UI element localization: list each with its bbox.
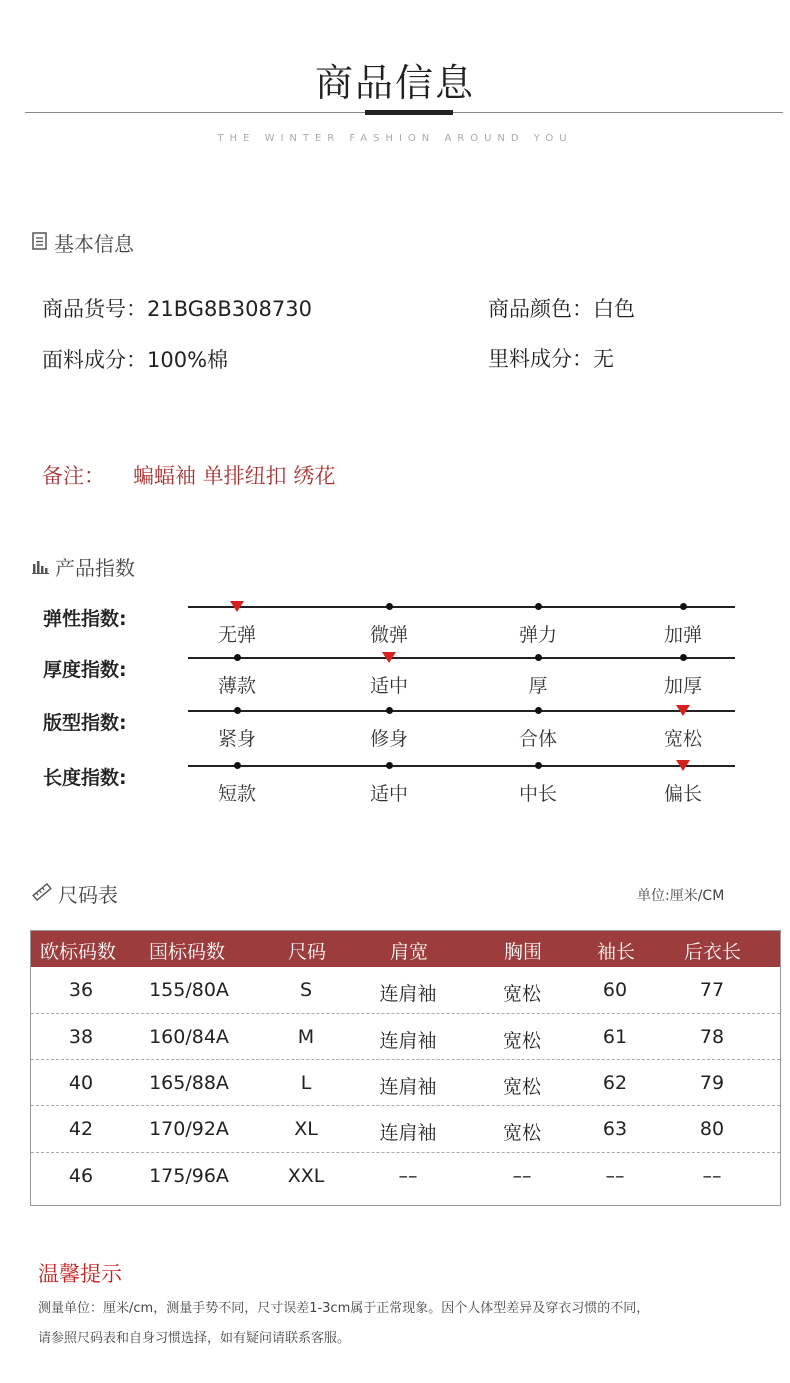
lining-label: 里料成分： [488, 347, 593, 371]
index-option: 修身 [369, 728, 408, 750]
index-option: 弹力 [518, 624, 557, 646]
table-cell: 77 [699, 979, 725, 1001]
size-chart-heading-text: 尺码表 [58, 883, 118, 907]
scale-dot [535, 654, 542, 661]
table-cell: 宽松 [502, 1076, 542, 1098]
table-cell: 宽松 [502, 983, 542, 1005]
basic-info-heading [32, 228, 134, 257]
table-cell: M [297, 1026, 315, 1048]
index-label: 厚度指数: [43, 659, 127, 681]
scale-dot [386, 762, 393, 769]
table-cell: 连肩袖 [379, 1076, 437, 1098]
table-cell: 78 [699, 1026, 725, 1048]
item-number-field [42, 293, 312, 323]
table-cell: –– [398, 1165, 418, 1187]
title-accent-bar [365, 110, 453, 115]
basic-info-heading-text: 基本信息 [54, 232, 134, 256]
lining-value: 无 [593, 347, 614, 371]
table-cell: 155/80A [149, 979, 229, 1001]
table-row [31, 967, 780, 1014]
scale-dot [234, 654, 241, 661]
color-field [488, 293, 635, 323]
table-cell: 宽松 [502, 1122, 542, 1144]
document-icon [32, 231, 48, 255]
index-option: 中长 [518, 783, 557, 805]
table-row [31, 1014, 780, 1060]
scale-dot [386, 603, 393, 610]
scale-dot [680, 654, 687, 661]
index-label: 长度指数: [43, 767, 127, 789]
index-label: 版型指数: [43, 712, 127, 734]
page-subtitle: THE WINTER FASHION AROUND YOU [217, 133, 573, 144]
index-scale-line [188, 765, 735, 767]
index-option: 加弹 [663, 624, 702, 646]
note-label: 备注： [42, 464, 105, 488]
column-header-sleeve: 袖长 [597, 941, 636, 963]
scale-dot [234, 762, 241, 769]
table-cell: S [299, 979, 313, 1001]
table-cell: 175/96A [149, 1165, 229, 1187]
table-cell: 46 [68, 1165, 94, 1187]
index-option: 微弹 [369, 624, 408, 646]
table-cell: 79 [699, 1072, 725, 1094]
table-row [31, 1153, 780, 1205]
ruler-icon [32, 882, 52, 906]
table-cell: 连肩袖 [379, 1030, 437, 1052]
index-scale-line [188, 657, 735, 659]
selected-marker-icon [676, 705, 690, 716]
table-cell: 62 [602, 1072, 628, 1094]
table-cell: 连肩袖 [379, 1122, 437, 1144]
table-row [31, 1060, 780, 1106]
size-unit-label: 单位:厘米/CM [637, 888, 725, 904]
table-cell: 80 [699, 1118, 725, 1140]
table-cell: XL [294, 1118, 318, 1140]
bar-chart-icon [32, 555, 49, 579]
item-number-label: 商品货号： [42, 297, 147, 321]
scale-dot [535, 762, 542, 769]
note-value: 蝙蝠袖 单排纽扣 绣花 [133, 464, 336, 488]
page-title: 商品信息 [314, 61, 475, 105]
selected-marker-icon [382, 652, 396, 663]
color-label: 商品颜色： [488, 297, 593, 321]
scale-dot [535, 707, 542, 714]
index-option: 适中 [369, 675, 408, 697]
column-header-length: 后衣长 [684, 941, 742, 963]
item-number-value: 21BG8B308730 [147, 297, 312, 321]
scale-dot [234, 707, 241, 714]
scale-dot [535, 603, 542, 610]
table-cell: XXL [287, 1165, 325, 1187]
index-option: 合体 [518, 728, 557, 750]
table-cell: 连肩袖 [379, 983, 437, 1005]
size-chart-heading [32, 879, 118, 908]
column-header-eu-size: 欧标码数 [40, 941, 117, 963]
table-cell: –– [702, 1165, 722, 1187]
table-cell: 36 [68, 979, 94, 1001]
table-cell: 170/92A [149, 1118, 229, 1140]
index-option: 宽松 [663, 728, 702, 750]
index-option: 短款 [217, 783, 256, 805]
tips-line-2: 请参照尺码表和自身习惯选择，如有疑问请联系客服。 [38, 1331, 351, 1346]
size-table [30, 930, 781, 1206]
tips-line-1: 测量单位：厘米/cm，测量手势不同，尺寸误差1-3cm属于正常现象。因个人体型差异及穿衣习惯的不同， [38, 1301, 650, 1316]
lining-field [488, 343, 614, 373]
table-cell: –– [512, 1165, 532, 1187]
index-option: 紧身 [217, 728, 256, 750]
size-table-header [31, 931, 780, 967]
fabric-field [42, 344, 228, 374]
product-index-heading-text: 产品指数 [55, 556, 135, 580]
table-cell: 宽松 [502, 1030, 542, 1052]
fabric-value: 100%棉 [147, 348, 229, 372]
selected-marker-icon [230, 601, 244, 612]
color-value: 白色 [593, 297, 635, 321]
index-option: 无弹 [217, 624, 256, 646]
scale-dot [680, 603, 687, 610]
scale-dot [386, 707, 393, 714]
table-row [31, 1106, 780, 1153]
column-header-size: 尺码 [288, 941, 327, 963]
index-label: 弹性指数: [43, 608, 127, 630]
table-cell: 42 [68, 1118, 94, 1140]
index-option: 适中 [369, 783, 408, 805]
table-cell: L [300, 1072, 312, 1094]
index-option: 薄款 [217, 675, 256, 697]
selected-marker-icon [676, 760, 690, 771]
index-scale-line [188, 710, 735, 712]
table-cell: 38 [68, 1026, 94, 1048]
tips-heading: 温馨提示 [38, 1262, 122, 1286]
column-header-cn-size: 国标码数 [149, 941, 226, 963]
column-header-chest: 胸围 [504, 941, 543, 963]
index-option: 偏长 [663, 783, 702, 805]
table-cell: 40 [68, 1072, 94, 1094]
table-cell: 160/84A [149, 1026, 229, 1048]
product-note [42, 460, 335, 490]
table-cell: 165/88A [149, 1072, 229, 1094]
fabric-label: 面料成分： [42, 348, 147, 372]
product-index-heading [32, 552, 135, 581]
table-cell: –– [605, 1165, 625, 1187]
table-cell: 63 [602, 1118, 628, 1140]
column-header-shoulder: 肩宽 [390, 941, 429, 963]
index-scale-line [188, 606, 735, 608]
index-option: 加厚 [663, 675, 702, 697]
table-cell: 60 [602, 979, 628, 1001]
table-cell: 61 [602, 1026, 628, 1048]
index-option: 厚 [528, 675, 548, 697]
